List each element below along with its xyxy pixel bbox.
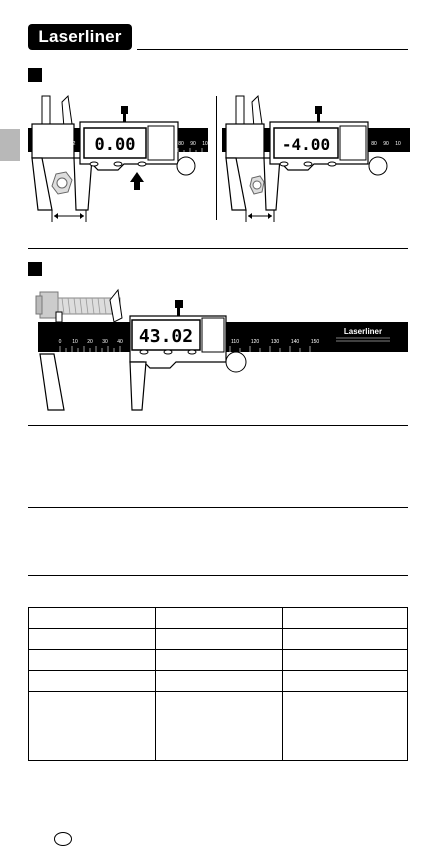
table-row — [29, 692, 408, 761]
table-row — [29, 671, 408, 692]
scale-tick-label: 10 — [59, 141, 65, 147]
scale-tick-label: 10 — [395, 141, 401, 147]
nut-icon — [52, 172, 72, 194]
scale-tick-label: 10 — [202, 141, 208, 147]
scale-tick-label: 10 — [72, 339, 78, 345]
table-row — [29, 608, 408, 629]
scale-tick-label: 2 — [72, 141, 76, 147]
scale-tick-label: 90 — [383, 141, 389, 147]
lcd-readout: -4.00 — [281, 135, 331, 154]
scale-tick-label: 110 — [231, 339, 239, 345]
figure-2-caliper — [26, 282, 410, 414]
scale-tick-label: 0 — [242, 141, 246, 147]
technical-data-table — [28, 607, 408, 761]
scale-tick-label: 120 — [250, 339, 260, 345]
beam-brand: Laserliner — [343, 327, 383, 336]
language-badge — [54, 832, 72, 846]
side-tab — [0, 129, 20, 161]
press-arrow-icon — [130, 172, 144, 190]
scale-tick-label: 10 — [253, 141, 259, 147]
bolt-icon — [36, 292, 120, 318]
figure-1-divider — [216, 96, 217, 220]
figure-2-marker — [28, 262, 42, 276]
scale-tick-label: 20 — [87, 339, 93, 345]
scale-tick-label: 140 — [290, 339, 300, 345]
figure-1-marker — [28, 68, 42, 82]
lcd-readout: 43.02 — [138, 326, 194, 347]
brand-logo: Laserliner — [28, 24, 132, 50]
scale-tick-label: 0 — [48, 141, 52, 147]
table-row — [29, 629, 408, 650]
section-rule — [28, 507, 408, 508]
scale-tick-label: 90 — [190, 141, 196, 147]
scale-tick-label: 40 — [117, 339, 123, 345]
figure-1-right-caliper — [222, 94, 412, 224]
scale-tick-label: 80 — [178, 141, 184, 147]
section-rule — [28, 575, 408, 576]
section-rule — [28, 425, 408, 426]
header-rule — [137, 49, 408, 50]
nut-icon — [250, 176, 264, 194]
scale-tick-label: 30 — [102, 339, 108, 345]
section-rule — [28, 248, 408, 249]
scale-tick-label: 0 — [58, 339, 62, 345]
figure-1-left-caliper — [28, 94, 214, 224]
lcd-readout: 0.00 — [94, 135, 136, 155]
scale-tick-label: 80 — [371, 141, 377, 147]
scale-tick-label: 130 — [270, 339, 280, 345]
table-row — [29, 650, 408, 671]
scale-tick-label: 150 — [310, 339, 320, 345]
